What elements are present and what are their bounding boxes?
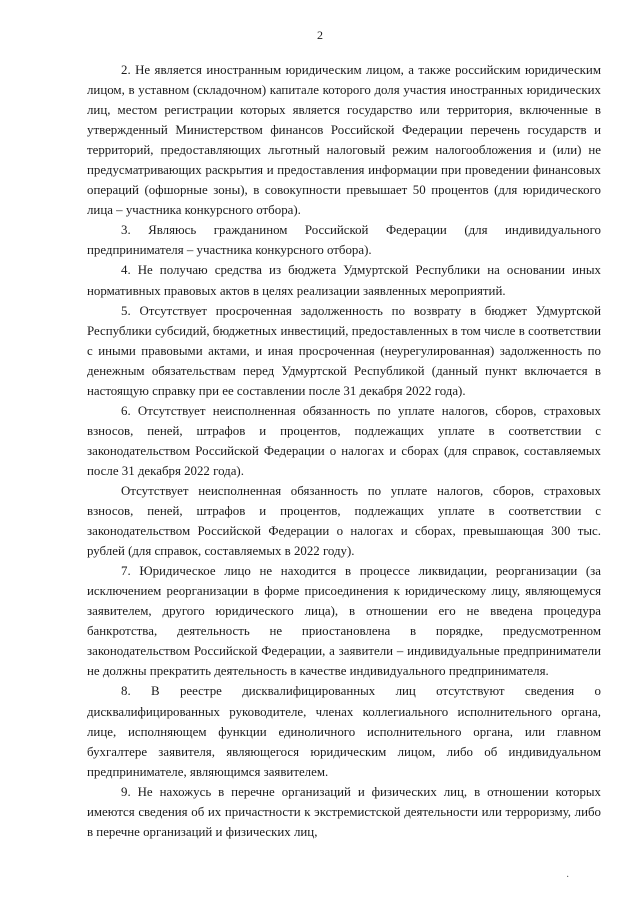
paragraph-item-7: 7. Юридическое лицо не находится в процессе ликвидации, реорганизации (за исключением реорганизации в форме присоединения к юридическому лицу, являющемуся заявителем, другого юридического лица), в отношении его не введена процедура банкротства, деятельность не приостановлена в порядке, предусмотренном законодательством Российской Федерации, а заявители – индивидуальные предприниматели не должны прекратить деятельность в качестве индивидуального предпринимателя. — [87, 564, 601, 679]
paragraph-item-9: 9. Не нахожусь в перечне организаций и физических лиц, в отношении которых имеются сведения об их причастности к экстремистской деятельности или терроризму, либо в перечне организаций и физических лиц, — [87, 784, 601, 839]
paragraph-item-8: 8. В реестре дисквалифицированных лиц отсутствуют сведения о дисквалифицированных руководителе, членах коллегиального исполнительного органа, лице, исполняющем функции единоличного исполнительного органа, или главном бухгалтере заявителя, являющегося юридическим лицом, либо об индивидуальном предпринимателе, являющимся заявителем. — [87, 684, 601, 779]
paragraph-item-5: 5. Отсутствует просроченная задолженность по возврату в бюджет Удмуртской Республики субсидий, бюджетных инвестиций, предоставленных в том числе в соответствии с иными правовыми актами, и иная просроченная (неурегулированная) задолженность по денежным обязательствам перед Удмуртской Республикой (данный пункт включается в настоящую справку при ее составлении после 31 декабря 2022 года). — [87, 303, 601, 398]
paragraph-item-6: 6. Отсутствует неисполненная обязанность по уплате налогов, сборов, страховых взносов, пеней, штрафов и процентов, подлежащих уплате в соответствии с законодательством Российской Федерации о налогах и сборах (для справок, составляемых после 31 декабря 2022 года). — [87, 403, 601, 478]
paragraph-item-3: 3. Являюсь гражданином Российской Федерации (для индивидуального предпринимателя – участника конкурсного отбора). — [87, 223, 601, 258]
paragraph-item-2: 2. Не является иностранным юридическим лицом, а также российским юридическим лицом, в уставном (складочном) капитале которого доля участия иностранных юридических лиц, местом регистрации которых является государство или территория, включенные в утвержденный Министерством финансов Российской Федерации перечень государств и территорий, предоставляющих льготный налоговый режим налогообложения и (или) не предусматривающих раскрытия и предоставления информации при проведении финансовых операций (офшорные зоны), в совокупности превышает 50 процентов (для юридического лица – участника конкурсного отбора). — [87, 63, 601, 218]
paragraph-item-6-continued: Отсутствует неисполненная обязанность по уплате налогов, сборов, страховых взносов, пеней, штрафов и процентов, подлежащих уплате в соответствии с законодательством Российской Федерации о налогах и сборах, превышающая 300 тыс. рублей (для справок, составляемых в 2022 году). — [87, 483, 601, 559]
paragraph-item-4: 4. Не получаю средства из бюджета Удмуртской Республики на основании иных нормативных правовых актов в целях реализации заявленных мероприятий. — [87, 263, 601, 298]
document-body — [87, 60, 601, 842]
scan-mark: · — [566, 872, 570, 883]
page-number: 2 — [317, 28, 323, 42]
